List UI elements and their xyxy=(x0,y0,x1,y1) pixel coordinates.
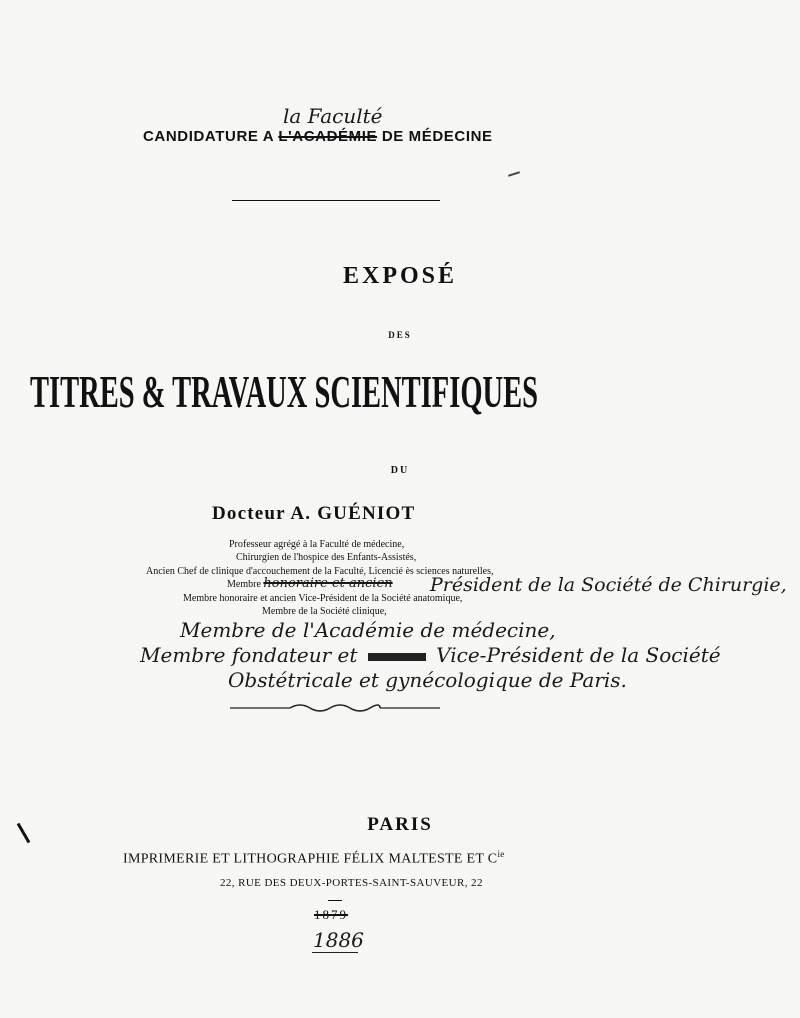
expose-heading: EXPOSÉ xyxy=(342,263,458,289)
candidature-prefix: CANDIDATURE A xyxy=(143,128,274,145)
position-2: Chirurgien de l'hospice des Enfants-Assistés, xyxy=(236,552,417,563)
position-3: Ancien Chef de clinique d'accouchement de la Faculté, Licencié ès sciences naturelles, xyxy=(146,566,494,577)
position-6: Membre de la Société clinique, xyxy=(262,606,387,617)
membre-word: Membre xyxy=(227,579,261,590)
hw-vice-president: Vice-Président de la Société xyxy=(436,643,721,667)
main-title: TITRES & TRAVAUX SCIENTIFIQUES xyxy=(30,366,538,417)
imprint-address: 22, RUE DES DEUX-PORTES-SAINT-SAUVEUR, 22 xyxy=(220,877,483,889)
ornament-divider xyxy=(230,700,440,716)
year-handwritten: 1886 xyxy=(313,928,364,952)
position-1: Professeur agrégé à la Faculté de médecine, xyxy=(229,539,405,550)
main-title-wrap xyxy=(30,362,730,422)
imprint-printer xyxy=(123,849,505,868)
imprint-city: PARIS xyxy=(367,814,433,835)
header-rule xyxy=(232,200,440,201)
handwritten-line-3: Obstétricale et gynécologique de Paris. xyxy=(228,668,627,692)
year-struck: 1879 xyxy=(314,907,348,922)
handwritten-faculte: la Faculté xyxy=(283,104,383,128)
handwritten-line-1: Membre de l'Académie de médecine, xyxy=(180,618,556,642)
year-underline xyxy=(312,952,358,953)
candidature-suffix: DE MÉDECINE xyxy=(381,128,493,145)
stray-mark xyxy=(508,171,520,177)
hw-fondateur: Membre fondateur et xyxy=(140,643,358,667)
position-4-membre xyxy=(227,578,393,591)
membre-struck: honoraire et ancien xyxy=(263,576,393,591)
candidature-line xyxy=(143,128,493,145)
author-name: Docteur A. GUÉNIOT xyxy=(212,503,416,524)
du-word: DU xyxy=(390,465,410,476)
des-word: DES xyxy=(388,330,412,340)
membre-handwritten: Président de la Société de Chirurgie, xyxy=(430,574,787,596)
position-5: Membre honoraire et ancien Vice-Président de la Société anatomique, xyxy=(183,593,463,604)
hw-scribble xyxy=(368,653,426,661)
year-rule xyxy=(328,900,342,901)
printer-sup: ie xyxy=(497,849,505,859)
handwritten-line-2 xyxy=(140,643,721,667)
struck-institution: L'ACADÉMIE xyxy=(278,128,378,145)
printer-name: IMPRIMERIE ET LITHOGRAPHIE FÉLIX MALTESTE ET C xyxy=(123,851,498,867)
